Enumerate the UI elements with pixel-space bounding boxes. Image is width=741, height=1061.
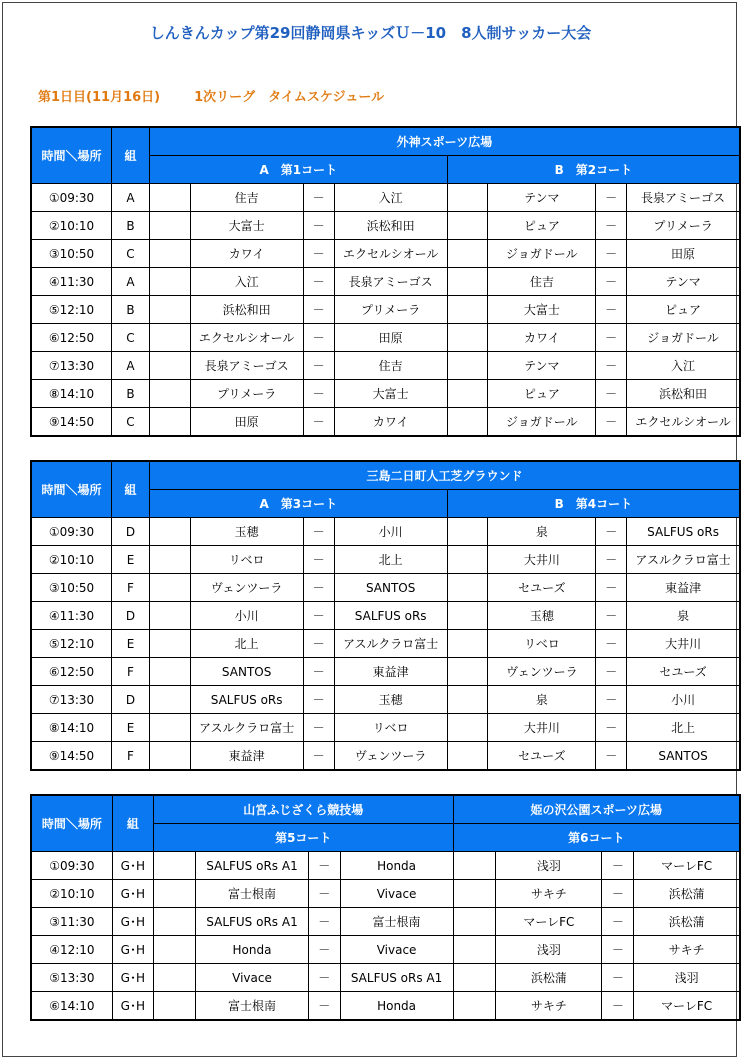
table-row xyxy=(31,240,740,268)
spacer-cell xyxy=(447,268,488,296)
time-cell: ①09:30 xyxy=(31,518,112,546)
schedule-table-1 xyxy=(30,126,741,437)
group-cell: C xyxy=(112,240,150,268)
home-team-cell: 泉 xyxy=(488,518,596,546)
home-team-cell: ジョガドール xyxy=(488,408,596,437)
away-team-cell: エクセルシオール xyxy=(627,408,740,437)
spacer-cell xyxy=(447,518,488,546)
versus-dash: － xyxy=(596,324,627,352)
home-team-cell: セユーズ xyxy=(488,574,596,602)
away-team-cell: テンマ xyxy=(627,268,740,296)
court-header: B 第4コート xyxy=(447,490,740,518)
court-header: 第6コート xyxy=(453,824,740,852)
spacer-cell xyxy=(153,880,195,908)
court-header: A 第3コート xyxy=(149,490,447,518)
versus-dash: － xyxy=(596,380,627,408)
spacer-cell xyxy=(447,184,488,212)
group-cell: B xyxy=(112,212,150,240)
spacer-cell xyxy=(153,964,195,992)
time-cell: ⑧14:10 xyxy=(31,380,112,408)
spacer-cell xyxy=(149,518,190,546)
home-team-cell: アスルクラロ富士 xyxy=(190,714,303,742)
versus-dash: － xyxy=(303,212,334,240)
home-team-cell: 田原 xyxy=(190,408,303,437)
away-team-cell: Vivace xyxy=(340,880,453,908)
away-team-cell: マーレFC xyxy=(634,852,740,880)
venue-header: 三島二日町人工芝グラウンド xyxy=(149,461,740,490)
home-team-cell: ヴェンツーラ xyxy=(488,658,596,686)
home-team-cell: SANTOS xyxy=(190,658,303,686)
away-team-cell: 浜松和田 xyxy=(627,380,740,408)
versus-dash: － xyxy=(596,184,627,212)
home-team-cell: 長泉アミーゴス xyxy=(190,352,303,380)
versus-dash: － xyxy=(596,408,627,437)
time-cell: ④11:30 xyxy=(31,268,112,296)
versus-dash: － xyxy=(303,268,334,296)
spacer-cell xyxy=(447,240,488,268)
spacer-cell xyxy=(447,296,488,324)
time-cell: ①09:30 xyxy=(31,184,112,212)
time-place-header: 時間＼場所 xyxy=(31,795,112,852)
spacer-cell xyxy=(149,630,190,658)
spacer-cell xyxy=(149,240,190,268)
table-row xyxy=(31,268,740,296)
schedule-table-3 xyxy=(30,794,741,1021)
time-cell: ④12:10 xyxy=(31,936,112,964)
away-team-cell: 住吉 xyxy=(334,352,447,380)
away-team-cell: 東益津 xyxy=(334,658,447,686)
time-place-header: 時間＼場所 xyxy=(31,461,112,518)
home-team-cell: ピュア xyxy=(488,212,596,240)
table-row xyxy=(31,184,740,212)
away-team-cell: 田原 xyxy=(334,324,447,352)
versus-dash: － xyxy=(309,908,341,936)
home-team-cell: 富士根南 xyxy=(195,880,308,908)
spacer-cell xyxy=(153,908,195,936)
schedule-subtitle xyxy=(38,86,384,105)
away-team-cell: カワイ xyxy=(334,408,447,437)
spacer-cell xyxy=(149,686,190,714)
away-team-cell: ジョガドール xyxy=(627,324,740,352)
group-cell: G･H xyxy=(112,936,153,964)
away-team-cell: サキチ xyxy=(634,936,740,964)
venue-header: 山宮ふじざくら競技場 xyxy=(153,795,453,824)
home-team-cell: 入江 xyxy=(190,268,303,296)
group-cell: B xyxy=(112,380,150,408)
home-team-cell: SALFUS oRs A1 xyxy=(195,908,308,936)
away-team-cell: 入江 xyxy=(627,352,740,380)
versus-dash: － xyxy=(303,518,334,546)
spacer-cell xyxy=(153,852,195,880)
versus-dash: － xyxy=(303,324,334,352)
group-cell: C xyxy=(112,324,150,352)
home-team-cell: エクセルシオール xyxy=(190,324,303,352)
away-team-cell: Vivace xyxy=(340,936,453,964)
group-cell: F xyxy=(112,658,150,686)
home-team-cell: 大井川 xyxy=(488,546,596,574)
away-team-cell: 泉 xyxy=(627,602,740,630)
spacer-cell xyxy=(447,630,488,658)
time-cell: ⑤12:10 xyxy=(31,630,112,658)
spacer-cell xyxy=(149,324,190,352)
group-cell: A xyxy=(112,268,150,296)
versus-dash: － xyxy=(303,546,334,574)
versus-dash: － xyxy=(596,518,627,546)
away-team-cell: アスルクラロ富士 xyxy=(627,546,740,574)
away-team-cell: ヴェンツーラ xyxy=(334,742,447,771)
away-team-cell: 北上 xyxy=(627,714,740,742)
home-team-cell: カワイ xyxy=(190,240,303,268)
versus-dash: － xyxy=(309,852,341,880)
table-row xyxy=(31,992,740,1021)
table-row xyxy=(31,380,740,408)
group-header: 組 xyxy=(112,795,153,852)
home-team-cell: セユーズ xyxy=(488,742,596,771)
home-team-cell: サキチ xyxy=(496,992,602,1021)
spacer-cell xyxy=(447,686,488,714)
versus-dash: － xyxy=(303,630,334,658)
spacer-cell xyxy=(149,380,190,408)
home-team-cell: Vivace xyxy=(195,964,308,992)
table-row xyxy=(31,602,740,630)
versus-dash: － xyxy=(303,240,334,268)
home-team-cell: SALFUS oRs A1 xyxy=(195,852,308,880)
time-cell: ③11:30 xyxy=(31,908,112,936)
group-cell: G･H xyxy=(112,992,153,1021)
spacer-cell xyxy=(447,212,488,240)
time-cell: ⑧14:10 xyxy=(31,714,112,742)
versus-dash: － xyxy=(303,714,334,742)
spacer-cell xyxy=(447,742,488,771)
group-cell: F xyxy=(112,574,150,602)
time-cell: ⑥14:10 xyxy=(31,992,112,1021)
away-team-cell: Honda xyxy=(340,852,453,880)
group-cell: F xyxy=(112,742,150,771)
table-row xyxy=(31,352,740,380)
home-team-cell: 北上 xyxy=(190,630,303,658)
venue-header: 外神スポーツ広場 xyxy=(149,127,740,156)
group-cell: E xyxy=(112,714,150,742)
home-team-cell: 浜松和田 xyxy=(190,296,303,324)
versus-dash: － xyxy=(596,742,627,771)
spacer-cell xyxy=(453,880,496,908)
versus-dash: － xyxy=(602,964,634,992)
group-cell: A xyxy=(112,184,150,212)
home-team-cell: 浜松蒲 xyxy=(496,964,602,992)
group-header: 組 xyxy=(112,461,150,518)
court-header: A 第1コート xyxy=(149,156,447,184)
time-cell: ③10:50 xyxy=(31,240,112,268)
time-cell: ⑥12:50 xyxy=(31,324,112,352)
venue-header: 姫の沢公園スポーツ広場 xyxy=(453,795,740,824)
versus-dash: － xyxy=(303,658,334,686)
versus-dash: － xyxy=(596,658,627,686)
spacer-cell xyxy=(447,408,488,437)
court-header: 第5コート xyxy=(153,824,453,852)
spacer-cell xyxy=(447,714,488,742)
time-cell: ③10:50 xyxy=(31,574,112,602)
away-team-cell: ピュア xyxy=(627,296,740,324)
table-row xyxy=(31,546,740,574)
group-cell: D xyxy=(112,686,150,714)
group-cell: G･H xyxy=(112,880,153,908)
away-team-cell: SANTOS xyxy=(627,742,740,771)
time-cell: ⑤13:30 xyxy=(31,964,112,992)
versus-dash: － xyxy=(602,880,634,908)
time-cell: ④11:30 xyxy=(31,602,112,630)
versus-dash: － xyxy=(596,714,627,742)
time-cell: ②10:10 xyxy=(31,880,112,908)
stage-label: 1次リーグ タイムスケジュール xyxy=(194,90,385,105)
spacer-cell xyxy=(153,936,195,964)
away-team-cell: 浜松和田 xyxy=(334,212,447,240)
versus-dash: － xyxy=(596,352,627,380)
table-row xyxy=(31,212,740,240)
table-row xyxy=(31,296,740,324)
day-label: 第1日目(11月16日) xyxy=(38,90,161,105)
spacer-cell xyxy=(149,268,190,296)
table-row xyxy=(31,714,740,742)
table-row xyxy=(31,408,740,437)
spacer-cell xyxy=(149,184,190,212)
home-team-cell: 大富士 xyxy=(488,296,596,324)
versus-dash: － xyxy=(596,686,627,714)
home-team-cell: 泉 xyxy=(488,686,596,714)
time-cell: ⑨14:50 xyxy=(31,408,112,437)
table-row xyxy=(31,574,740,602)
spacer-cell xyxy=(453,992,496,1021)
versus-dash: － xyxy=(596,268,627,296)
group-cell: B xyxy=(112,296,150,324)
spacer-cell xyxy=(149,296,190,324)
group-cell: C xyxy=(112,408,150,437)
table-row xyxy=(31,686,740,714)
spacer-cell xyxy=(149,352,190,380)
home-team-cell: 富士根南 xyxy=(195,992,308,1021)
table-row xyxy=(31,908,740,936)
spacer-cell xyxy=(149,408,190,437)
spacer-cell xyxy=(149,658,190,686)
away-team-cell: SALFUS oRs xyxy=(334,602,447,630)
home-team-cell: ヴェンツーラ xyxy=(190,574,303,602)
versus-dash: － xyxy=(309,964,341,992)
spacer-cell xyxy=(149,574,190,602)
spacer-cell xyxy=(149,742,190,771)
away-team-cell: 玉穂 xyxy=(334,686,447,714)
away-team-cell: マーレFC xyxy=(634,992,740,1021)
away-team-cell: 浜松蒲 xyxy=(634,908,740,936)
away-team-cell: エクセルシオール xyxy=(334,240,447,268)
table-row xyxy=(31,852,740,880)
spacer-cell xyxy=(149,212,190,240)
home-team-cell: プリメーラ xyxy=(190,380,303,408)
home-team-cell: 東益津 xyxy=(190,742,303,771)
home-team-cell: SALFUS oRs xyxy=(190,686,303,714)
versus-dash: － xyxy=(602,852,634,880)
spacer-cell xyxy=(149,546,190,574)
away-team-cell: 長泉アミーゴス xyxy=(627,184,740,212)
versus-dash: － xyxy=(309,992,341,1021)
home-team-cell: リベロ xyxy=(488,630,596,658)
home-team-cell: ピュア xyxy=(488,380,596,408)
versus-dash: － xyxy=(303,686,334,714)
versus-dash: － xyxy=(596,602,627,630)
group-cell: E xyxy=(112,630,150,658)
group-header: 組 xyxy=(112,127,150,184)
group-cell: D xyxy=(112,602,150,630)
table-row xyxy=(31,324,740,352)
spacer-cell xyxy=(153,992,195,1021)
spacer-cell xyxy=(149,602,190,630)
court-header: B 第2コート xyxy=(447,156,740,184)
schedule-table-2 xyxy=(30,460,741,771)
spacer-cell xyxy=(447,380,488,408)
away-team-cell: セユーズ xyxy=(627,658,740,686)
versus-dash: － xyxy=(596,296,627,324)
away-team-cell: リベロ xyxy=(334,714,447,742)
home-team-cell: Honda xyxy=(195,936,308,964)
away-team-cell: 長泉アミーゴス xyxy=(334,268,447,296)
away-team-cell: 大富士 xyxy=(334,380,447,408)
time-cell: ⑥12:50 xyxy=(31,658,112,686)
home-team-cell: 浅羽 xyxy=(496,936,602,964)
versus-dash: － xyxy=(596,546,627,574)
away-team-cell: 浅羽 xyxy=(634,964,740,992)
page-title: しんきんカップ第29回静岡県キッズＵ－10 8人制サッカー大会 xyxy=(149,24,592,42)
away-team-cell: SALFUS oRs A1 xyxy=(340,964,453,992)
spacer-cell xyxy=(447,352,488,380)
home-team-cell: マーレFC xyxy=(496,908,602,936)
spacer-cell xyxy=(447,546,488,574)
home-team-cell: 玉穂 xyxy=(488,602,596,630)
versus-dash: － xyxy=(602,936,634,964)
away-team-cell: 浜松蒲 xyxy=(634,880,740,908)
away-team-cell: 田原 xyxy=(627,240,740,268)
time-cell: ⑦13:30 xyxy=(31,352,112,380)
home-team-cell: テンマ xyxy=(488,184,596,212)
time-cell: ②10:10 xyxy=(31,212,112,240)
away-team-cell: Honda xyxy=(340,992,453,1021)
time-cell: ①09:30 xyxy=(31,852,112,880)
spacer-cell xyxy=(453,936,496,964)
table-row xyxy=(31,742,740,771)
home-team-cell: 浅羽 xyxy=(496,852,602,880)
away-team-cell: SANTOS xyxy=(334,574,447,602)
away-team-cell: 北上 xyxy=(334,546,447,574)
time-cell: ②10:10 xyxy=(31,546,112,574)
home-team-cell: 大富士 xyxy=(190,212,303,240)
home-team-cell: 住吉 xyxy=(190,184,303,212)
versus-dash: － xyxy=(602,908,634,936)
away-team-cell: SALFUS oRs xyxy=(627,518,740,546)
versus-dash: － xyxy=(303,380,334,408)
group-cell: E xyxy=(112,546,150,574)
spacer-cell xyxy=(447,574,488,602)
versus-dash: － xyxy=(303,408,334,437)
versus-dash: － xyxy=(303,352,334,380)
away-team-cell: プリメーラ xyxy=(334,296,447,324)
versus-dash: － xyxy=(596,630,627,658)
table-row xyxy=(31,658,740,686)
spacer-cell xyxy=(447,602,488,630)
table-row xyxy=(31,880,740,908)
versus-dash: － xyxy=(596,212,627,240)
home-team-cell: リベロ xyxy=(190,546,303,574)
versus-dash: － xyxy=(303,742,334,771)
time-cell: ⑨14:50 xyxy=(31,742,112,771)
versus-dash: － xyxy=(596,240,627,268)
versus-dash: － xyxy=(303,602,334,630)
home-team-cell: 小川 xyxy=(190,602,303,630)
versus-dash: － xyxy=(309,880,341,908)
group-cell: A xyxy=(112,352,150,380)
versus-dash: － xyxy=(602,992,634,1021)
time-place-header: 時間＼場所 xyxy=(31,127,112,184)
home-team-cell: 住吉 xyxy=(488,268,596,296)
spacer-cell xyxy=(453,852,496,880)
away-team-cell: 大井川 xyxy=(627,630,740,658)
group-cell: G･H xyxy=(112,964,153,992)
away-team-cell: プリメーラ xyxy=(627,212,740,240)
time-cell: ⑤12:10 xyxy=(31,296,112,324)
spacer-cell xyxy=(453,908,496,936)
home-team-cell: ジョガドール xyxy=(488,240,596,268)
time-cell: ⑦13:30 xyxy=(31,686,112,714)
away-team-cell: アスルクラロ富士 xyxy=(334,630,447,658)
away-team-cell: 小川 xyxy=(627,686,740,714)
table-row xyxy=(31,518,740,546)
versus-dash: － xyxy=(303,184,334,212)
away-team-cell: 入江 xyxy=(334,184,447,212)
versus-dash: － xyxy=(303,296,334,324)
home-team-cell: 玉穂 xyxy=(190,518,303,546)
table-row xyxy=(31,936,740,964)
table-row xyxy=(31,630,740,658)
away-team-cell: 小川 xyxy=(334,518,447,546)
group-cell: G･H xyxy=(112,852,153,880)
versus-dash: － xyxy=(596,574,627,602)
spacer-cell xyxy=(453,964,496,992)
home-team-cell: カワイ xyxy=(488,324,596,352)
table-row xyxy=(31,964,740,992)
group-cell: D xyxy=(112,518,150,546)
spacer-cell xyxy=(149,714,190,742)
spacer-cell xyxy=(447,324,488,352)
versus-dash: － xyxy=(303,574,334,602)
spacer-cell xyxy=(447,658,488,686)
away-team-cell: 富士根南 xyxy=(340,908,453,936)
group-cell: G･H xyxy=(112,908,153,936)
home-team-cell: サキチ xyxy=(496,880,602,908)
away-team-cell: 東益津 xyxy=(627,574,740,602)
versus-dash: － xyxy=(309,936,341,964)
home-team-cell: 大井川 xyxy=(488,714,596,742)
home-team-cell: テンマ xyxy=(488,352,596,380)
